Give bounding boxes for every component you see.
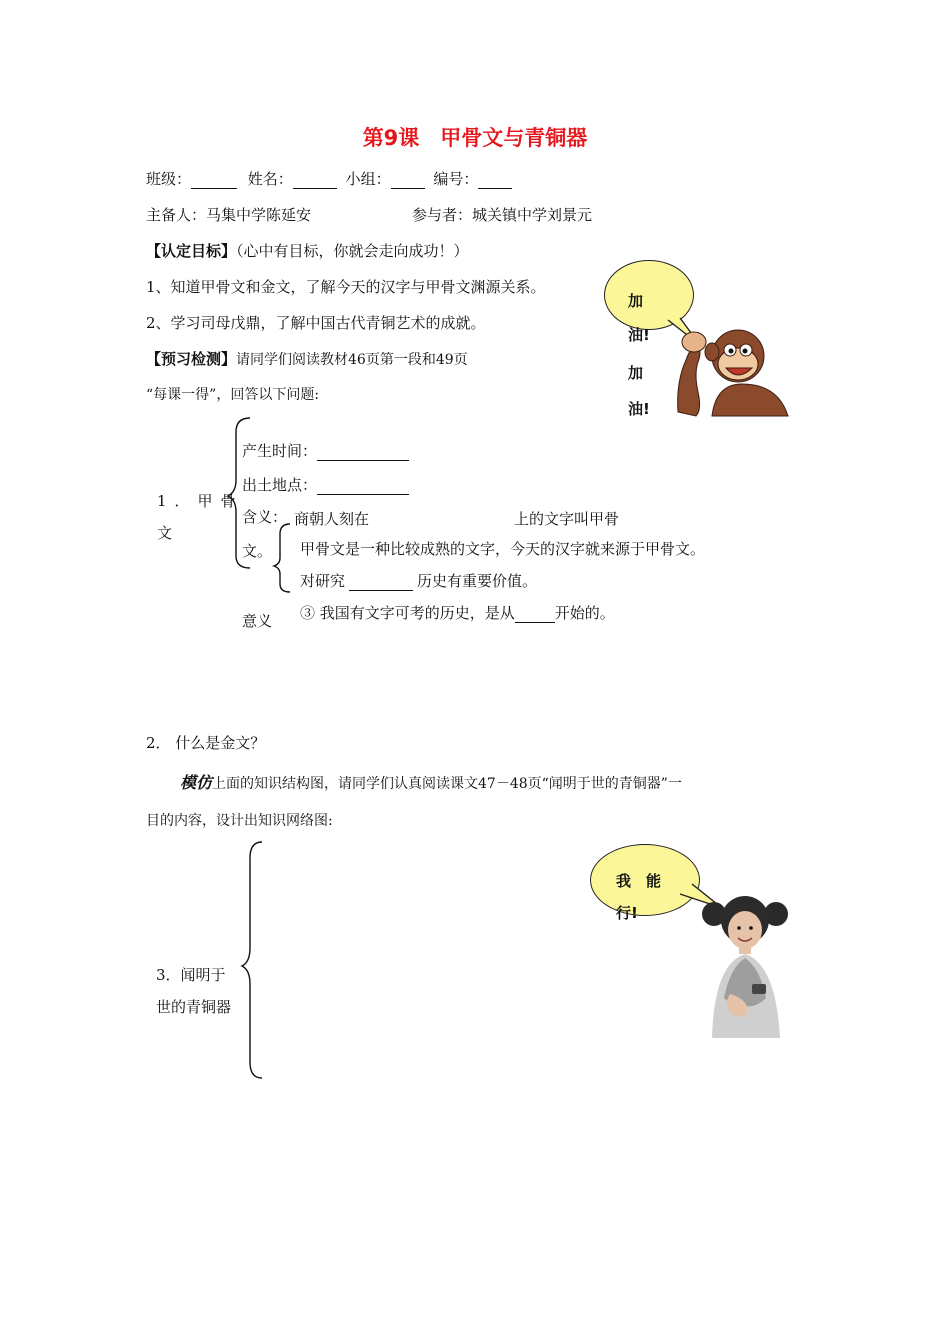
imitate-text-2: 目的内容，设计出知识网络图: (146, 813, 333, 829)
q1-meaning-tail: 上的文字叫甲骨 (514, 510, 620, 528)
q1-label-line-1: 1．甲骨 (157, 492, 244, 510)
goal-item-2: 2、学习司母戊鼎，了解中国古代青铜艺术的成就。 (146, 314, 486, 332)
name-label: 姓名： (247, 170, 293, 188)
participant-text: 参与者：城关镇中学刘景元 (412, 206, 593, 224)
number-label: 编号： (433, 170, 479, 188)
bubble-1-char-2: 油! (628, 326, 650, 344)
q3-label-line-2: 世的青铜器 (156, 998, 232, 1016)
q1-place-label: 出土地点： (242, 476, 318, 494)
group-label: 小组： (345, 170, 391, 188)
q1-meaning-label: 含义： (242, 508, 288, 526)
q1-meaning-text: 商朝人刻在 (294, 510, 370, 528)
q1-significance-3b: 开始的。 (554, 604, 615, 622)
page-title: 第9课 甲骨文与青铜器 (362, 126, 588, 150)
bubble-2-line-2: 行! (616, 904, 638, 922)
q1-meaning-end: 文。 (242, 542, 273, 560)
class-label: 班级： (146, 170, 192, 188)
q1-significance-2b: 历史有重要价值。 (417, 572, 538, 590)
preparer-text: 主备人：马集中学陈延安 (146, 206, 312, 224)
q1-label-line-2: 文 (157, 524, 173, 542)
q3-label-line-1: 3．闻明于 (156, 966, 226, 984)
goal-item-1: 1、知道甲骨文和金文，了解今天的汉字与甲骨文渊源关系。 (146, 278, 546, 296)
preview-line-1: 请同学们阅读教材46页第一段和49页 (236, 352, 468, 368)
imitate-bold: 模仿 (180, 773, 213, 792)
preview-line-2: “每课一得”，回答以下问题: (146, 387, 320, 403)
goals-motto: （心中有目标，你就会走向成功！） (236, 242, 469, 260)
q1-significance-label: 意义 (242, 612, 273, 630)
q1-significance-1: 甲骨文是一种比较成熟的文字，今天的汉字就来源于甲骨文。 (300, 540, 706, 558)
bubble-1-char-3: 加 (628, 364, 644, 382)
q1-significance-3a: ③ 我国有文字可考的历史，是从 (300, 604, 515, 622)
bubble-2-line-1: 我 能 (616, 872, 662, 890)
imitate-text: 上面的知识结构图，请同学们认真阅读课文47－48页“闻明于世的青铜器”一 (212, 776, 682, 792)
goals-heading: 【认定目标】 (146, 242, 237, 260)
girl-photo-icon (700, 888, 790, 1038)
bubble-1-char-4: 油! (628, 400, 650, 418)
q1-time-label: 产生时间： (242, 442, 318, 460)
preview-heading: 【预习检测】 (146, 350, 237, 368)
q1-significance-2a: 对研究 (300, 572, 346, 590)
bubble-1-char-1: 加 (628, 292, 644, 310)
q2-text: 2． 什么是金文？ (146, 734, 266, 752)
